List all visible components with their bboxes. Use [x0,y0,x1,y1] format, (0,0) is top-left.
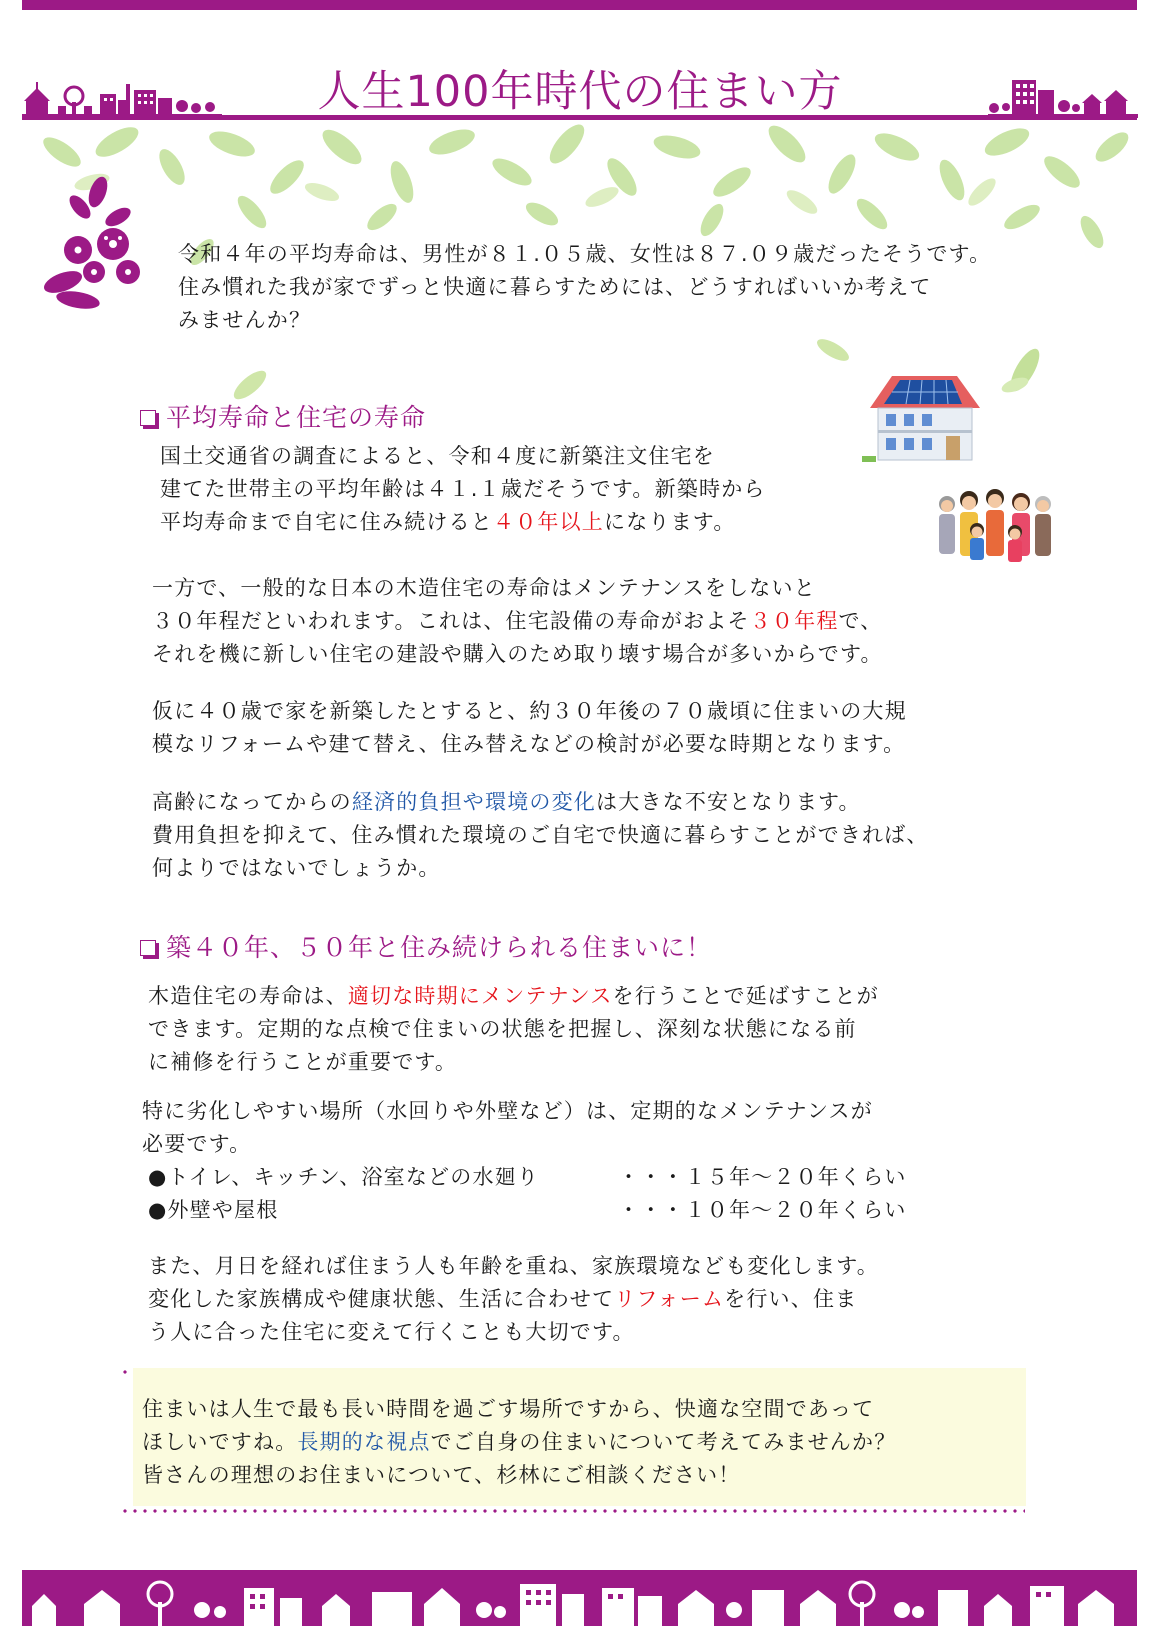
s2-p3-line-2 [148,1283,857,1316]
text-span: ほしいですね。 [142,1430,298,1454]
callout-line-1: 住まいは人生で最も長い時間を過ごす場所ですから、快適な空間であって [142,1397,875,1421]
s1-p3-line-2: 模なリフォームや建て替え、住み替えなどの検討が必要な時期となります。 [152,732,906,756]
text-span: は大きな不安となります。 [596,790,861,814]
highlight-long-term: 長期的な視点 [297,1430,431,1454]
highlight-30-years: ３０年程 [749,609,839,633]
text-span: 木造住宅の寿命は、 [148,984,348,1008]
section-heading-longevity [140,928,712,964]
s1-p1-line-2: 建てた世帯主の平均年齢は４１.１歳だそうです。新築時から [160,477,766,501]
section2-heading-text: 築４０年、５０年と住み続けられる住まいに！ [166,933,713,962]
page-title: 人生100年時代の住まい方 [317,67,843,117]
maintenance-item-label: ●トイレ、キッチン、浴室などの水廻り [148,1165,540,1189]
text-span: で、 [838,609,883,633]
text-span: を行うことで延ばすことが [612,984,879,1008]
text-span: 変化した家族構成や健康状態、生活に合わせて [148,1287,615,1311]
section1-heading-text: 平均寿命と住宅の寿命 [166,403,427,432]
maintenance-item-value: ・・・１０年～２０年くらい [618,1198,907,1222]
highlight-maintenance: 適切な時期にメンテナンス [347,984,613,1008]
intro-line-3: みませんか？ [178,308,312,332]
skyline-left-icon [22,76,222,118]
s1-p2-line-2 [152,605,883,638]
s1-p4-line-3: 何よりではないでしょうか。 [152,856,441,880]
s2-p2-line-2: 必要です。 [142,1132,252,1156]
maintenance-item-value: ・・・１５年～２０年くらい [618,1165,907,1189]
s2-p1-line-1 [148,980,879,1013]
text-span: でご自身の住まいについて考えてみませんか？ [430,1430,897,1454]
top-bar [22,0,1137,10]
checkbox-icon [140,410,156,426]
skyline-right-icon [988,76,1138,118]
highlight-economic-burden: 経済的負担や環境の変化 [351,790,597,814]
intro-line-2: 住み慣れた我が家でずっと快適に暮らすためには、どうすればいいか考えて [178,275,932,299]
s1-p4-line-1 [152,786,861,819]
callout-line-3: 皆さんの理想のお住まいについて、杉林にご相談ください！ [142,1463,741,1487]
s1-p2-line-1: 一方で、一般的な日本の木造住宅の寿命はメンテナンスをしないと [152,576,816,600]
flower-icon [38,172,158,316]
intro-line-1: 令和４年の平均寿命は、男性が８１.０５歳、女性は８７.０９歳だったそうです。 [178,242,992,266]
leaf-icon [995,335,1055,409]
s2-p3-line-3: う人に合った住宅に変えて行くことも大切です。 [148,1320,635,1344]
s2-p1-line-3: に補修を行うことが重要です。 [148,1050,458,1074]
callout-line-2 [142,1426,896,1459]
leaf-icon [808,330,858,374]
family-illustration-icon [935,488,1055,572]
highlight-reform: リフォーム [614,1287,725,1311]
text-span: になります。 [604,510,736,534]
s1-p1-line-1: 国土交通省の調査によると、令和４度に新築注文住宅を [160,444,715,468]
text-span: を行い、住ま [724,1287,858,1311]
s1-p4-line-2: 費用負担を抑えて、住み慣れた環境のご自宅で快適に暮らすことができれば、 [152,823,929,847]
s1-p1-line-3 [160,506,736,539]
s1-p3-line-1: 仮に４０歳で家を新築したとすると、約３０年後の７０歳頃に住まいの大規 [152,699,907,723]
text-span: ３０年程だといわれます。これは、住宅設備の寿命がおよそ [152,609,750,633]
house-solar-icon [862,368,987,467]
text-span: 平均寿命まで自宅に住み続けると [160,510,493,534]
text-span: 高齢になってからの [152,790,352,814]
highlight-40-years: ４０年以上 [493,510,604,534]
dotted-divider-bottom [120,1509,1025,1513]
footer-skyline-icon [22,1570,1137,1626]
maintenance-item-label: ●外壁や屋根 [148,1198,279,1222]
s2-p2-line-1: 特に劣化しやすい場所（水回りや外壁など）は、定期的なメンテナンスが [142,1099,873,1123]
section-heading-lifespan [140,398,426,434]
s1-p2-line-3: それを機に新しい住宅の建設や購入のため取り壊す場合が多いからです。 [152,642,883,666]
checkbox-icon [140,940,156,956]
s2-p3-line-1: また、月日を経れば住まう人も年齢を重ね、家族環境なども変化します。 [148,1254,879,1278]
s2-p1-line-2: できます。定期的な点検で住まいの状態を把握し、深刻な状態になる前 [148,1017,857,1041]
